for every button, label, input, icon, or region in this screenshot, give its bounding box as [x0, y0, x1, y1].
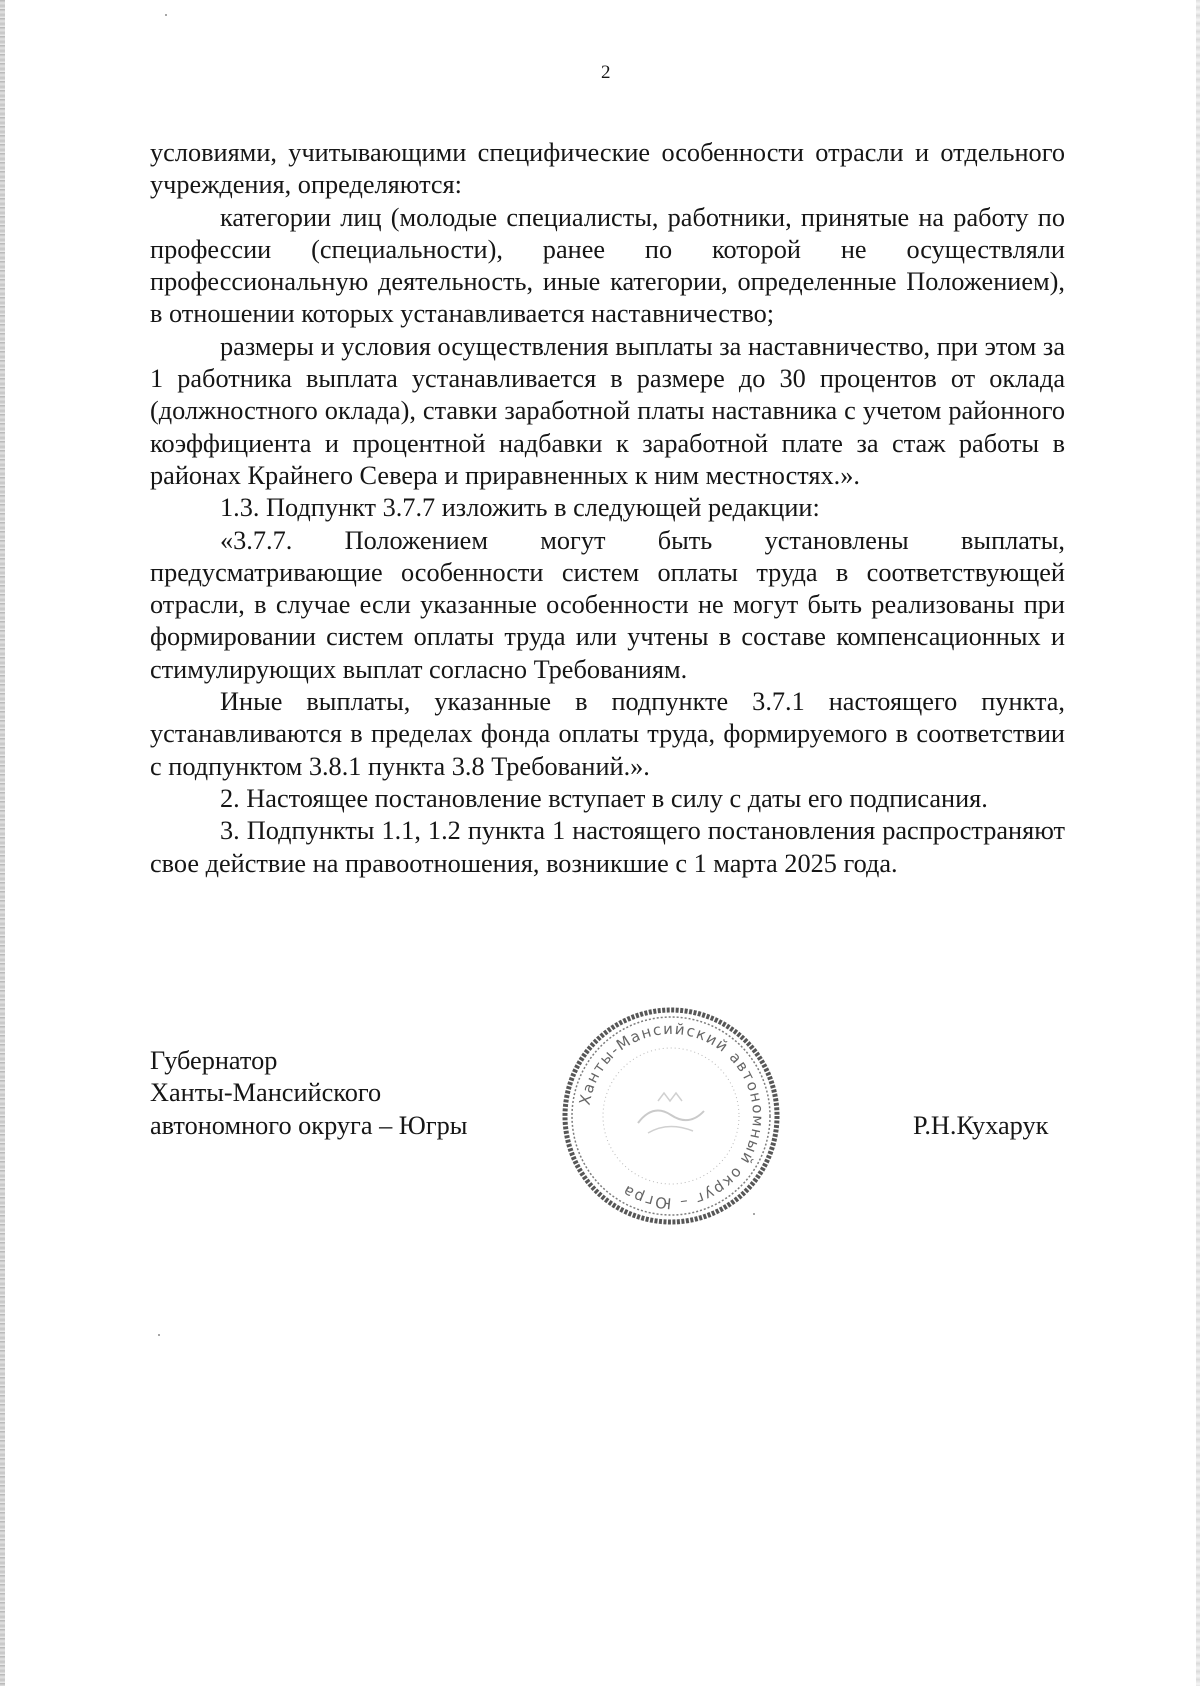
signatory-position	[150, 1045, 467, 1142]
body-paragraph: категории лиц (молодые специалисты, работники, принятые на работу по профессии (специальности), ранее по которой не осуществляли профессиональную деятельность, иные категории, определенные Положением), в отношении которых устанавливается наставничество;	[150, 202, 1065, 329]
seal-text: Ханты-Мансийский автономный округ – Югра	[575, 1019, 768, 1213]
scan-speck	[165, 14, 167, 16]
scan-edge-left	[0, 0, 5, 1686]
signer-name: Р.Н.Кухарук	[913, 1111, 1049, 1140]
body-paragraph: условиями, учитывающими специфические особенности отрасли и отдельного учреждения, определяются:	[150, 138, 1065, 200]
seal-emblem	[638, 1093, 704, 1133]
scan-edge-right	[1196, 0, 1200, 1686]
position-line: автономного округа – Югры	[150, 1110, 468, 1140]
scan-speck	[158, 1334, 160, 1336]
body-paragraph: 2. Настоящее постановление вступает в силу с даты его подписания.	[220, 783, 988, 813]
position-line: Губернатор	[150, 1046, 278, 1075]
official-seal-stamp	[558, 1003, 784, 1229]
page-number: 2	[601, 62, 611, 83]
body-paragraph: 3. Подпункты 1.1, 1.2 пункта 1 настоящего постановления распространяют свое действие на правоотношения, возникшие с 1 марта 2025 года.	[150, 816, 1065, 878]
body-paragraph: «3.7.7. Положением могут быть установлены выплаты, предусматривающие особенности систем оплаты труда в соответствующей отрасли, в случае если указанные особенности не могут быть реализованы при формировании систем оплаты труда или учтены в составе компенсационных и стимулирующих выплат согласно Требованиям.	[150, 525, 1065, 684]
body-paragraph: Иные выплаты, указанные в подпункте 3.7.1 настоящего пункта, устанавливаются в пределах фонда оплаты труда, формируемого в соответствии с подпунктом 3.8.1 пункта 3.8 Требований.».	[150, 687, 1065, 781]
document-body	[150, 137, 1065, 880]
body-paragraph: размеры и условия осуществления выплаты за наставничество, при этом за 1 работника выплата устанавливается в размере до 30 процентов от оклада (должностного оклада), ставки заработной платы наставника с учетом районного коэффициента и процентной надбавки к заработной плате за стаж работы в районах Крайнего Севера и приравненных к ним местностях.».	[150, 331, 1065, 490]
body-paragraph: 1.3. Подпункт 3.7.7 изложить в следующей редакции:	[220, 493, 820, 523]
position-line: Ханты-Мансийского	[150, 1078, 382, 1108]
